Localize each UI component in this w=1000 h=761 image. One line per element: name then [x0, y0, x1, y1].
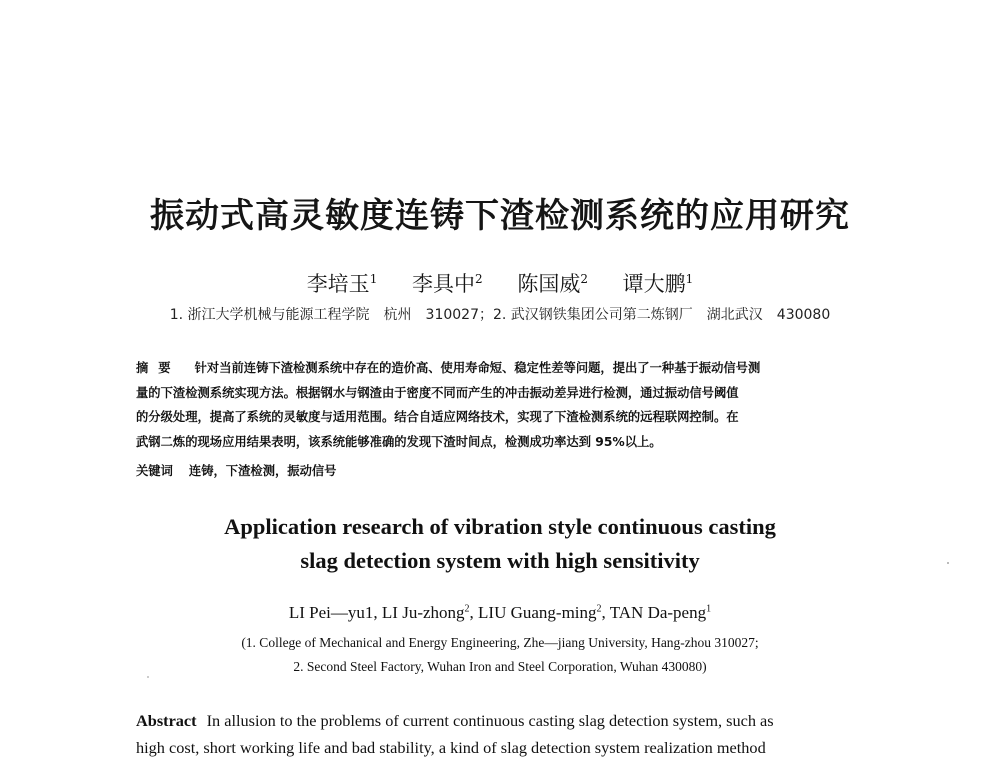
paper-title-chinese: 振动式高灵敏度连铸下渣检测系统的应用研究 [150, 196, 850, 236]
author-list-english: LI Pei—yu1, LI Ju-zhong$^2$, LIU Guang-ming$^2$, TAN Da-peng$^1$ [288, 603, 712, 622]
abstract-label: 摘要 [136, 361, 181, 375]
abstract-line: 量的下渣检测系统实现方法。根据钢水与钢渣由于密度不同而产生的冲击振动差异进行检测，通过振动信号阈值 [136, 385, 739, 400]
abstract-line: 摘要 针对当前连铸下渣检测系统中存在的造价高、使用寿命短、稳定性差等问题，提出了一种基于振动信号测 [136, 361, 761, 375]
abstract-label: Abstract [136, 711, 197, 730]
affiliation-english-line: 2. Second Steel Factory, Wuhan Iron and Steel Corporation, Wuhan 430080) [293, 659, 707, 674]
abstract-chinese [136, 356, 868, 454]
author: 谭大鹏$^1$ [622, 272, 694, 296]
abstract-line: Abstract In allusion to the problems of current continuous casting slag detection system, such as [136, 711, 774, 730]
author: 李具中$^2$ [412, 272, 483, 296]
paper-title-english [0, 510, 1000, 578]
keywords-label: 关键词 [136, 464, 173, 478]
abstract-english [136, 707, 876, 761]
affiliation-chinese: 1. 浙江大学机械与能源工程学院 杭州 310027；2. 武汉钢铁集团公司第二炼钢厂 湖北武汉 430080 [169, 307, 831, 323]
keywords-chinese [136, 461, 336, 479]
author: 陈国威$^2$ [517, 272, 588, 296]
scan-artifact [947, 562, 949, 564]
keywords-value: 连铸，下渣检测，振动信号 [188, 464, 337, 478]
author: LIU Guang-ming$^2$ [478, 603, 602, 622]
author: LI Ju-zhong$^2$ [381, 603, 470, 622]
author: TAN Da-peng$^1$ [609, 603, 712, 622]
abstract-line: high cost, short working life and bad stability, a kind of slag detection system realization method [136, 738, 766, 757]
author: LI Pei—yu1 [288, 603, 374, 622]
abstract-line: 武钢二炼的现场应用结果表明，该系统能够准确的发现下渣时间点，检测成功率达到 95%以上。 [136, 434, 662, 449]
scan-artifact [147, 676, 149, 678]
title-line: slag detection system with high sensitivity [300, 548, 700, 573]
title-line: Application research of vibration style continuous casting [224, 514, 776, 539]
author-list-chinese [0, 268, 1000, 298]
abstract-line: 的分级处理，提高了系统的灵敏度与适用范围。结合自适应网络技术，实现了下渣检测系统的远程联网控制。在 [136, 410, 739, 425]
author: 李培玉$^1$ [306, 272, 378, 296]
affiliation-english-line: (1. College of Mechanical and Energy Engineering, Zhe—jiang University, Hang-zhou 310027; [241, 635, 759, 650]
